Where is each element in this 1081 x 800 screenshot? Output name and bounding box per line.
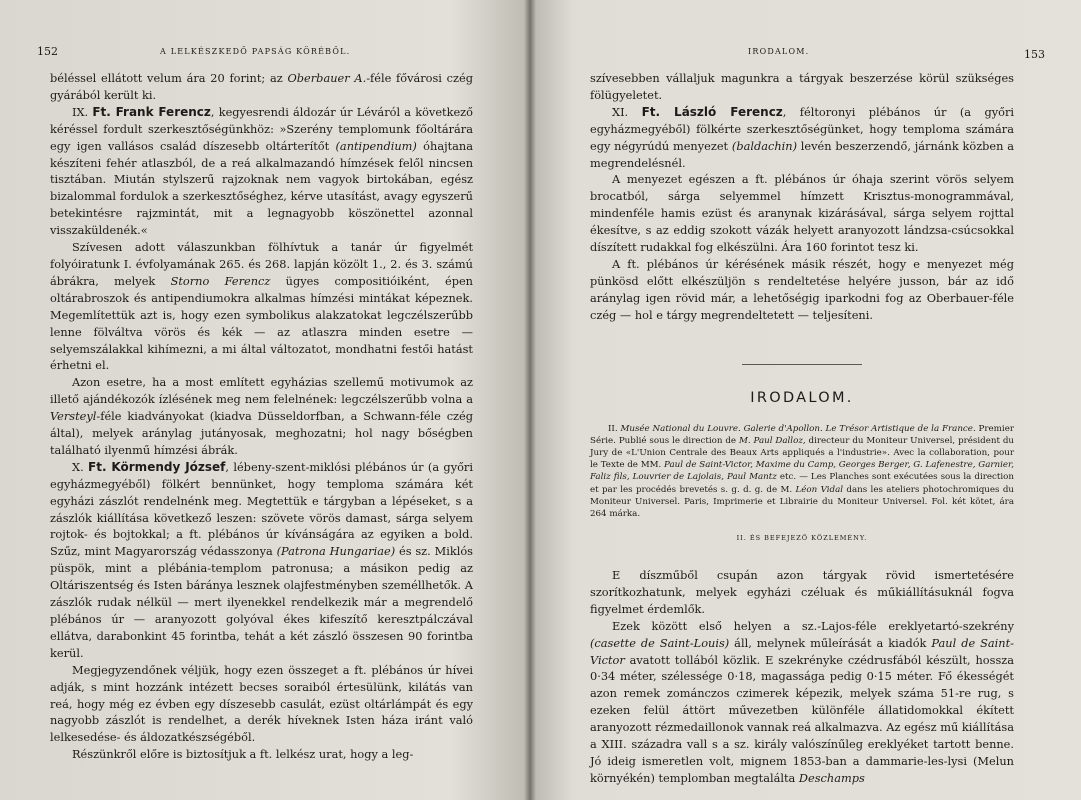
right-page-header [530, 42, 1081, 62]
left-page-body [50, 70, 473, 763]
paragraph: Szívesen adott válaszunkban fölhívtuk a tanár úr figyelmét folyóiratunk I. évfolyamának 265. és 268. lapján közölt 1., 2. és 3. számú ábrákra, melyek Storno Ferencz ügyes compositióiként, épen oltárabroszok és antipendiumokra alkalmas hímzési mintákat képeznek. Megemlítettük azt is, hogy ezen symbolikus alakzatokat legczélszerűbb lenne fölváltva vörös és kék — az atlaszra minden esetre — selyemszálakkal kihímezni, a mi által változatot, mondhatni festői hatást érhetni el. [50, 240, 473, 373]
paragraph: Megjegyzendőnek véljük, hogy ezen összeget a ft. plébános úr hívei adják, s mint hozzánk intézett becses soraiból értesülünk, kilátás van reá, hogy még ez évben egy díszesebb casulát, ezüst oltárlámpát és egy nagyobb zászlót is rendelhet, a derék híveknek Isten háza iránt való lelkesedése- és áldozatkészségéből. [50, 662, 473, 745]
paragraph: béléssel ellátott velum ára 20 forint; az Oberbauer A.-féle fővárosi czég gyárából került ki. [50, 71, 473, 102]
right-page [530, 0, 1081, 800]
section-divider [742, 364, 862, 365]
left-running-head: A LELKÉSZKEDŐ PAPSÁG KÖRÉBŐL. [160, 47, 351, 56]
paragraph: E díszműből csupán azon tárgyak rövid ismertetésére szorítkozhatunk, melyek egyházi czéluak és műkiállításuknál fogva figyelmet érdemlők. [590, 568, 1014, 616]
left-page-number: 152 [37, 45, 58, 58]
paragraph: A ft. plébános úr kérésének másik részét, hogy e menyezet még pünkösd előtt elkészüljön s rendeltetése helyére jusson, bár az idő aránylag igen rövid már, a lehetőségig iparkodni fog az Oberbauer-féle czég — hol e tárgy megrendeltetett — teljesíteni. [590, 256, 1014, 322]
right-page-body [590, 70, 1014, 787]
paragraph: Részünkről előre is biztosítjuk a ft. lelkész urat, hogy a leg- [72, 747, 414, 762]
paragraph: A menyezet egészen a ft. plébános úr óhaja szerint vörös selyem brocatból, sárga selyemmel hímzett Krisztus-monogrammával, mindenféle hamis ezüst és aranynak kizárásával, sárga selyem rojttal ékesítve, s az eddig szokott vázák helyett aranyozott lándzsa-csúcsokkal díszített rudakkal fog elkészülni. Ára 160 forintot tesz ki. [590, 172, 1014, 255]
paragraph: szívesebben vállaljuk magunkra a tárgyak beszerzése körül szükséges fölügyeletet. [590, 71, 1014, 102]
paragraph: Ezek között első helyen a sz.-Lajos-féle ereklyetartó-szekrény (casette de Saint-Louis) áll, melynek műleírását a kiadók Paul de Saint-Victor avatott tollából közlik. E szekrényke czédrusfából készült, hossza 0·34 méter, szélessége 0·18, magassága pedig 0·15 méter. Fő ékességét azon remek zománczos czimerek képezik, melyek száma 51-re rug, s ezeken felül áttört művezetben különféle állatidomokkal ékített aranyozott rézmedaillonok vannak reá alkalmazva. Az egész mű kiállítása a XIII. századra vall s a sz. király valószínűleg ereklyéket tartott benne. Jó ideig ismeretlen volt, mignem 1853-ban a dammarie-les-lysi (Melun környékén) templomban megtalálta Deschamps [590, 618, 1014, 785]
left-page [0, 0, 530, 800]
person-name: Ft. Frank Ferencz [92, 104, 211, 119]
paragraph: Azon esetre, ha a most említett egyházias szellemű motivumok az illető ajándékozók ízlésének meg nem felelnének: legczélszerűbb volna a Versteyl-féle kiadványokat (kiadva Düsseldorfban, a Schwann-féle czég által), melyek aránylag jutányosak, meghozatni; hol nagy bőségben található ilyenmű hímzési ábrák. [50, 375, 473, 457]
section-title: IRODALOM. [750, 389, 854, 406]
right-running-head: IRODALOM. [748, 47, 810, 56]
right-page-number: 153 [1024, 48, 1045, 61]
left-page-header [0, 42, 530, 62]
paragraph-item-ix: IX. Ft. Frank Ferencz, kegyesrendi áldozár úr Léváról a következő kéréssel fordult szerkesztőségünkhöz: »Szerény templomunk főoltárára egy igen vallásos család díszesebb oltárterítőt (antipendium) óhajtana készíteni fehér atlaszból, de a reá alkalmazandó hímzések felől nincsen tisztában. Miután stylszerű rajzoknak nem vagyok birtokában, egész bizalommal fordulok a szerkesztőséghez, kérve utasítást, avagy egyszerű betekintésre rajzmintát, mit a legnagyobb köszönettel azonnal visszaküldenék.« [50, 104, 473, 238]
person-name: Ft. László Ferencz [641, 104, 783, 119]
person-name: Ft. Körmendy József [88, 459, 226, 474]
bibliography-entry: II. Musée National du Louvre. Galerie d'Apollon. Le Trésor Artistique de la France. Premier Série. Publié sous le direction de M. Paul Dalloz, directeur du Moniteur Universel, président du Jury de «L'Union Centrale des Beaux Arts appliqués a l'industrie». Avec la collaboration, pour le Texte de MM. Paul de Saint-Victor, Maxime du Camp, Georges Berger, G. Lafenestre, Garnier, Faliz fils, Louvrier de Lajolais, Paul Mantz etc. — Les Planches sont exécutées sous la direction et par les procédés brevetés s. g. d. g. de M. Léon Vidal dans les ateliers photochromiques du Moniteur Universel. Paris, Imprimerie et Librairie du Moniteur Universel. Fol. két kötet, ára 264 márka. [590, 423, 1015, 519]
paragraph-item-x: X. Ft. Körmendy József, lébeny-szent-miklósi plébános úr (a győri egyházmegyéből) fölkért bennünket, hogy temploma számára két egyházi zászlót rendelnénk meg. Megtettük e tárgyban a lépéseket, s a zászlók kiállítása következő leszen: szövete vörös damast, sárga selyem rojtok- és bojtokkal; a ft. plébános úr kívánságára az egyiken a bold. Szűz, mint Magyarország védasszonya (Patrona Hungariae) és sz. Miklós püspök, mint a plébánia-templom patronusa; a másikon pedig az Oltáriszentség és Isten báránya lesznek olajfestményben személlhetők. A zászlók rudak nélkül — mert ilyenekkel rendelkezik már a megrendelő plébános úr — aranyozott golyóval ékes kifeszítő keresztpálczával ellátva, darabonkint 45 forintba, tehát a két zászló összesen 90 forintba kerül. [50, 459, 473, 660]
paragraph-item-xi: XI. Ft. László Ferencz, féltoronyi plébános úr (a győri egyházmegyéből) fölkérte szerkesztőségünket, hogy temploma számára egy négyrúdú menyezet (baldachin) levén beszerzendő, járnánk közben a megrendelésnél. [590, 104, 1014, 170]
subheading: II. ÉS BEFEJEZŐ KÖZLEMÉNY. [736, 534, 868, 543]
book-gutter [524, 0, 536, 800]
